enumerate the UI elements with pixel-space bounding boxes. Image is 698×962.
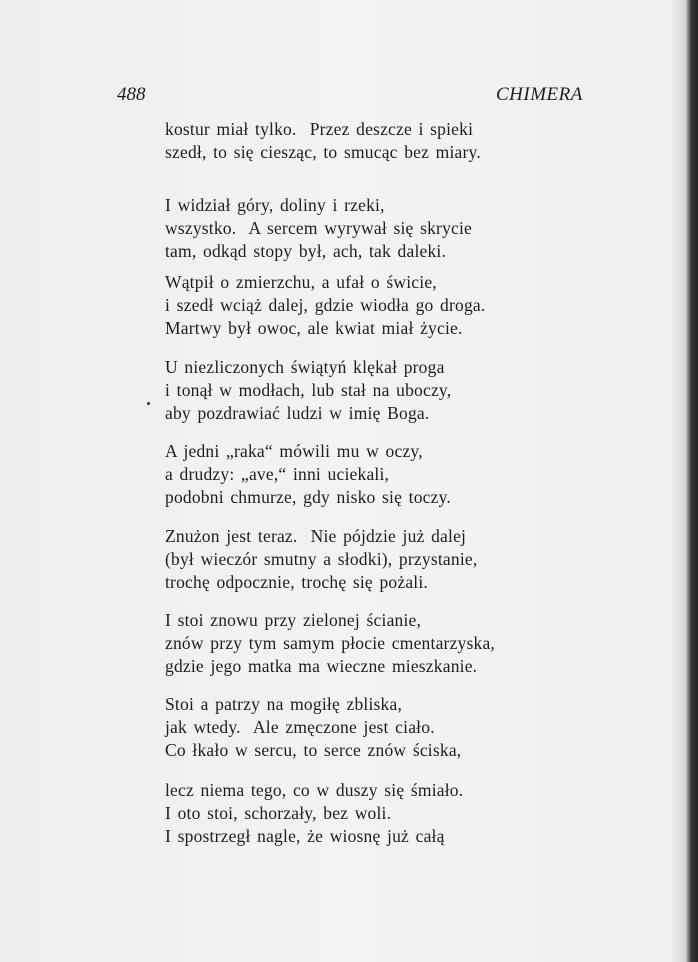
verse-line: kostur miał tylko. Przez deszcze i spieki [165, 119, 474, 139]
page-number: 488 [117, 84, 146, 105]
stanza [165, 194, 472, 263]
stanza [165, 271, 485, 340]
stanza [165, 356, 451, 425]
verse-line: gdzie jego matka ma wieczne mieszkanie. [165, 656, 478, 676]
verse-line: Martwy był owoc, ale kwiat miał życie. [165, 318, 463, 338]
verse-line: aby pozdrawiać ludzi w imię Boga. [165, 403, 430, 423]
verse-line: szedł, to się ciesząc, to smucąc bez miary. [165, 142, 481, 162]
verse-line: I spostrzegł nagle, że wiosnę już całą [165, 826, 445, 846]
verse-line: znów przy tym samym płocie cmentarzyska, [165, 633, 495, 653]
stanza [165, 118, 481, 164]
verse-line: a drudzy: „ave,“ inni uciekali, [165, 464, 390, 484]
verse-line: (był wieczór smutny a słodki), przystanie, [165, 549, 478, 569]
verse-line: A jedni „raka“ mówili mu w oczy, [165, 441, 423, 461]
verse-line: lecz niema tego, co w duszy się śmiało. [165, 780, 464, 800]
verse-line: I stoi znowu przy zielonej ścianie, [165, 610, 422, 630]
verse-line: Znużon jest teraz. Nie pójdzie już dalej [165, 526, 467, 546]
verse-line: wszystko. A sercem wyrywał się skrycie [165, 218, 473, 238]
ink-speck [147, 402, 150, 405]
verse-line: I oto stoi, schorzały, bez woli. [165, 803, 392, 823]
verse-line: Wątpił o zmierzchu, a ufał o świcie, [165, 272, 437, 292]
running-title: CHIMERA [496, 84, 583, 105]
verse-line: trochę odpocznie, trochę się pożali. [165, 572, 429, 592]
verse-line: Co łkało w sercu, to serce znów ściska, [165, 740, 462, 760]
verse-line: i szedł wciąż dalej, gdzie wiodła go droga. [165, 295, 486, 315]
verse-line: I widział góry, doliny i rzeki, [165, 195, 385, 215]
stanza [165, 440, 451, 509]
verse-line: tam, odkąd stopy był, ach, tak daleki. [165, 241, 447, 261]
stanza [165, 609, 495, 678]
verse-line: Stoi a patrzy na mogiłę zbliska, [165, 694, 403, 714]
verse-line: i tonął w modłach, lub stał na uboczy, [165, 380, 452, 400]
stanza [165, 693, 461, 762]
verse-line: jak wtedy. Ale zmęczone jest ciało. [165, 717, 435, 737]
verse-line: podobni chmurze, gdy nisko się toczy. [165, 487, 452, 507]
verse-line: U niezliczonych świątyń klękał proga [165, 357, 445, 377]
stanza [165, 779, 463, 848]
stanza [165, 525, 477, 594]
